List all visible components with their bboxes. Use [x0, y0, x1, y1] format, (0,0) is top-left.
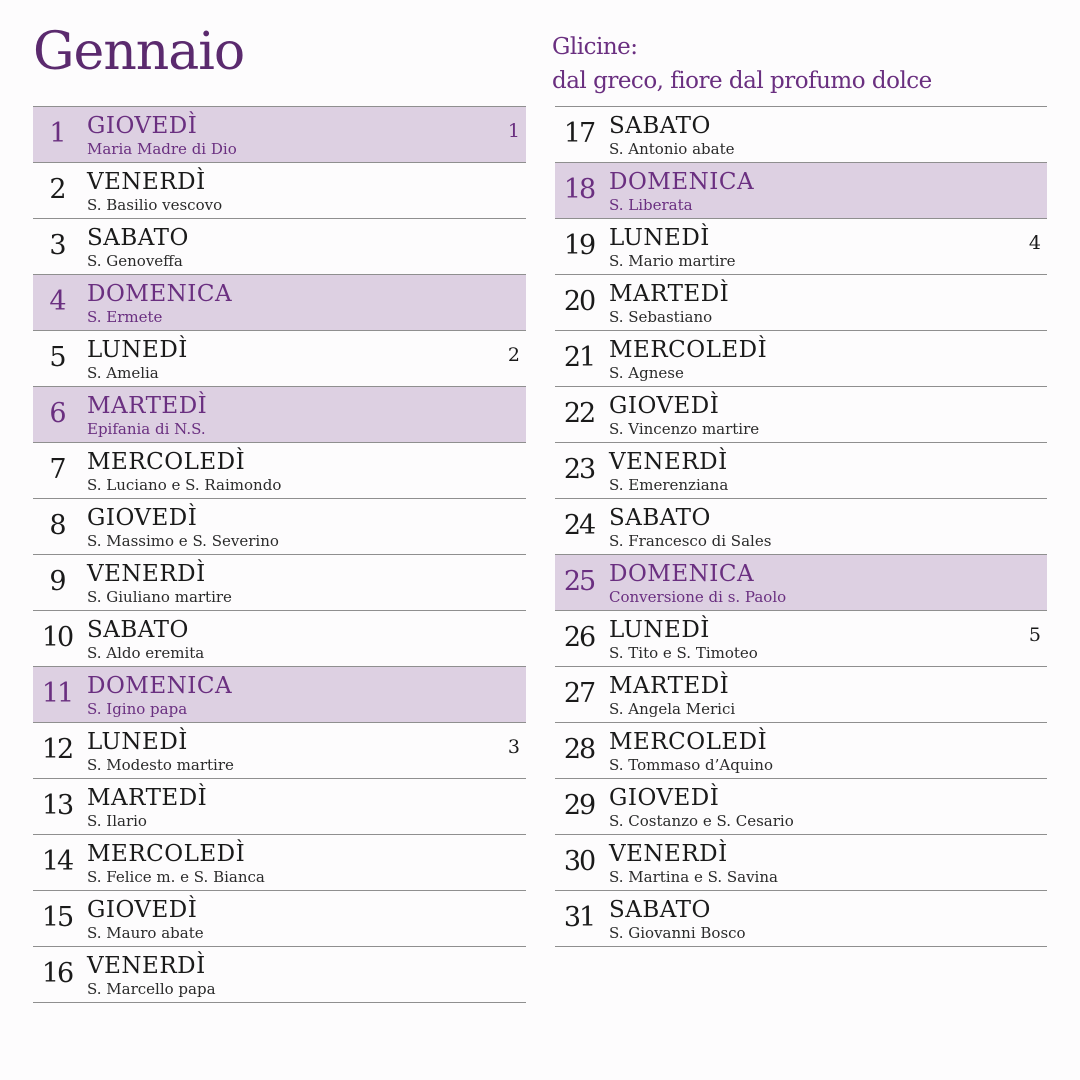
weekday-name: MERCOLEDÌ — [609, 337, 768, 363]
day-number: 6 — [49, 398, 65, 429]
weekday-name: MARTEDÌ — [87, 393, 208, 419]
weekday-name: VENERDÌ — [87, 953, 206, 979]
day-row — [33, 107, 526, 163]
saint-name: S. Antonio abate — [609, 140, 735, 158]
day-number: 16 — [41, 958, 73, 989]
day-row — [33, 443, 526, 499]
saint-name: S. Costanzo e S. Cesario — [609, 812, 794, 830]
week-number: 5 — [1028, 624, 1041, 646]
day-number: 14 — [41, 846, 73, 877]
weekday-name: SABATO — [609, 897, 711, 923]
weekday-name: LUNEDÌ — [87, 337, 188, 363]
day-row — [33, 835, 526, 891]
day-row — [555, 555, 1047, 611]
saint-name: S. Tommaso d’Aquino — [609, 756, 773, 774]
day-row — [33, 275, 526, 331]
day-row — [33, 779, 526, 835]
week-number: 4 — [1028, 232, 1041, 254]
day-row — [555, 779, 1047, 835]
weekday-name: SABATO — [609, 505, 711, 531]
saint-name: S. Marcello papa — [87, 980, 216, 998]
day-row — [33, 947, 526, 1003]
day-number: 24 — [563, 510, 595, 541]
calendar-column-left — [33, 106, 526, 1003]
weekday-name: VENERDÌ — [87, 169, 206, 195]
weekday-name: DOMENICA — [609, 169, 755, 195]
day-row — [33, 611, 526, 667]
saint-name: S. Aldo eremita — [87, 644, 205, 662]
saint-name: S. Luciano e S. Raimondo — [87, 476, 282, 494]
day-row — [33, 723, 526, 779]
day-number: 20 — [563, 286, 595, 317]
day-row — [33, 163, 526, 219]
saint-name: S. Francesco di Sales — [609, 532, 772, 550]
day-number: 17 — [563, 118, 595, 149]
weekday-name: LUNEDÌ — [609, 617, 710, 643]
day-number: 10 — [41, 622, 73, 653]
calendar-column-right — [555, 106, 1047, 947]
saint-name: S. Amelia — [87, 364, 159, 382]
day-number: 2 — [49, 174, 65, 205]
weekday-name: SABATO — [87, 617, 189, 643]
saint-name: Maria Madre di Dio — [87, 140, 237, 158]
day-number: 26 — [563, 622, 595, 653]
weekday-name: MARTEDÌ — [609, 673, 730, 699]
day-number: 11 — [41, 678, 73, 709]
day-number: 25 — [563, 566, 595, 597]
day-row — [555, 387, 1047, 443]
week-number: 2 — [507, 344, 520, 366]
weekday-name: GIOVEDÌ — [609, 393, 720, 419]
weekday-name: MARTEDÌ — [87, 785, 208, 811]
flower-caption — [552, 30, 932, 98]
day-row — [33, 555, 526, 611]
day-number: 23 — [563, 454, 595, 485]
saint-name: S. Agnese — [609, 364, 684, 382]
saint-name: S. Martina e S. Savina — [609, 868, 778, 886]
flower-caption-line-2: dal greco, fiore dal profumo dolce — [552, 68, 932, 94]
saint-name: S. Felice m. e S. Bianca — [87, 868, 265, 886]
weekday-name: GIOVEDÌ — [87, 897, 198, 923]
day-number: 15 — [41, 902, 73, 933]
saint-name: S. Vincenzo martire — [609, 420, 760, 438]
day-number: 1 — [49, 118, 65, 149]
day-number: 21 — [563, 342, 595, 373]
weekday-name: DOMENICA — [87, 673, 233, 699]
day-row — [555, 443, 1047, 499]
day-number: 29 — [563, 790, 595, 821]
saint-name: Epifania di N.S. — [87, 420, 206, 438]
saint-name: S. Tito e S. Timoteo — [609, 644, 758, 662]
day-number: 18 — [563, 174, 595, 205]
day-row — [33, 891, 526, 947]
saint-name: S. Massimo e S. Severino — [87, 532, 279, 550]
day-row — [555, 667, 1047, 723]
day-number: 5 — [49, 342, 65, 373]
weekday-name: DOMENICA — [87, 281, 233, 307]
month-title: Gennaio — [33, 22, 245, 82]
day-row — [33, 667, 526, 723]
week-number: 1 — [507, 120, 520, 142]
saint-name: S. Sebastiano — [609, 308, 713, 326]
day-number: 22 — [563, 398, 595, 429]
weekday-name: VENERDÌ — [609, 841, 728, 867]
day-number: 13 — [41, 790, 73, 821]
day-number: 19 — [563, 230, 595, 261]
day-number: 7 — [49, 454, 65, 485]
weekday-name: LUNEDÌ — [87, 729, 188, 755]
saint-name: S. Giovanni Bosco — [609, 924, 746, 942]
day-row — [33, 499, 526, 555]
day-row — [33, 387, 526, 443]
weekday-name: MERCOLEDÌ — [87, 841, 246, 867]
day-row — [555, 835, 1047, 891]
day-number: 4 — [49, 286, 65, 317]
saint-name: S. Ilario — [87, 812, 147, 830]
day-number: 27 — [563, 678, 595, 709]
saint-name: S. Emerenziana — [609, 476, 729, 494]
day-number: 9 — [49, 566, 65, 597]
day-row — [33, 331, 526, 387]
weekday-name: GIOVEDÌ — [87, 505, 198, 531]
day-number: 30 — [563, 846, 595, 877]
day-number: 8 — [49, 510, 65, 541]
day-row — [33, 219, 526, 275]
day-row — [555, 331, 1047, 387]
day-number: 12 — [41, 734, 73, 765]
flower-caption-line-1: Glicine: — [552, 34, 638, 60]
weekday-name: GIOVEDÌ — [609, 785, 720, 811]
day-row — [555, 611, 1047, 667]
saint-name: S. Angela Merici — [609, 700, 736, 718]
saint-name: S. Basilio vescovo — [87, 196, 223, 214]
weekday-name: LUNEDÌ — [609, 225, 710, 251]
saint-name: S. Modesto martire — [87, 756, 234, 774]
saint-name: Conversione di s. Paolo — [609, 588, 787, 606]
weekday-name: GIOVEDÌ — [87, 113, 198, 139]
weekday-name: MARTEDÌ — [609, 281, 730, 307]
saint-name: S. Giuliano martire — [87, 588, 232, 606]
saint-name: S. Igino papa — [87, 700, 188, 718]
day-row — [555, 219, 1047, 275]
day-number: 3 — [49, 230, 65, 261]
saint-name: S. Genoveffa — [87, 252, 183, 270]
saint-name: S. Mauro abate — [87, 924, 204, 942]
day-number: 31 — [563, 902, 595, 933]
day-row — [555, 891, 1047, 947]
weekday-name: MERCOLEDÌ — [87, 449, 246, 475]
day-number: 28 — [563, 734, 595, 765]
weekday-name: SABATO — [609, 113, 711, 139]
weekday-name: VENERDÌ — [609, 449, 728, 475]
day-row — [555, 499, 1047, 555]
day-row — [555, 163, 1047, 219]
day-row — [555, 107, 1047, 163]
weekday-name: SABATO — [87, 225, 189, 251]
saint-name: S. Liberata — [609, 196, 693, 214]
saint-name: S. Ermete — [87, 308, 163, 326]
day-row — [555, 275, 1047, 331]
weekday-name: MERCOLEDÌ — [609, 729, 768, 755]
saint-name: S. Mario martire — [609, 252, 736, 270]
week-number: 3 — [507, 736, 520, 758]
day-row — [555, 723, 1047, 779]
weekday-name: DOMENICA — [609, 561, 755, 587]
weekday-name: VENERDÌ — [87, 561, 206, 587]
